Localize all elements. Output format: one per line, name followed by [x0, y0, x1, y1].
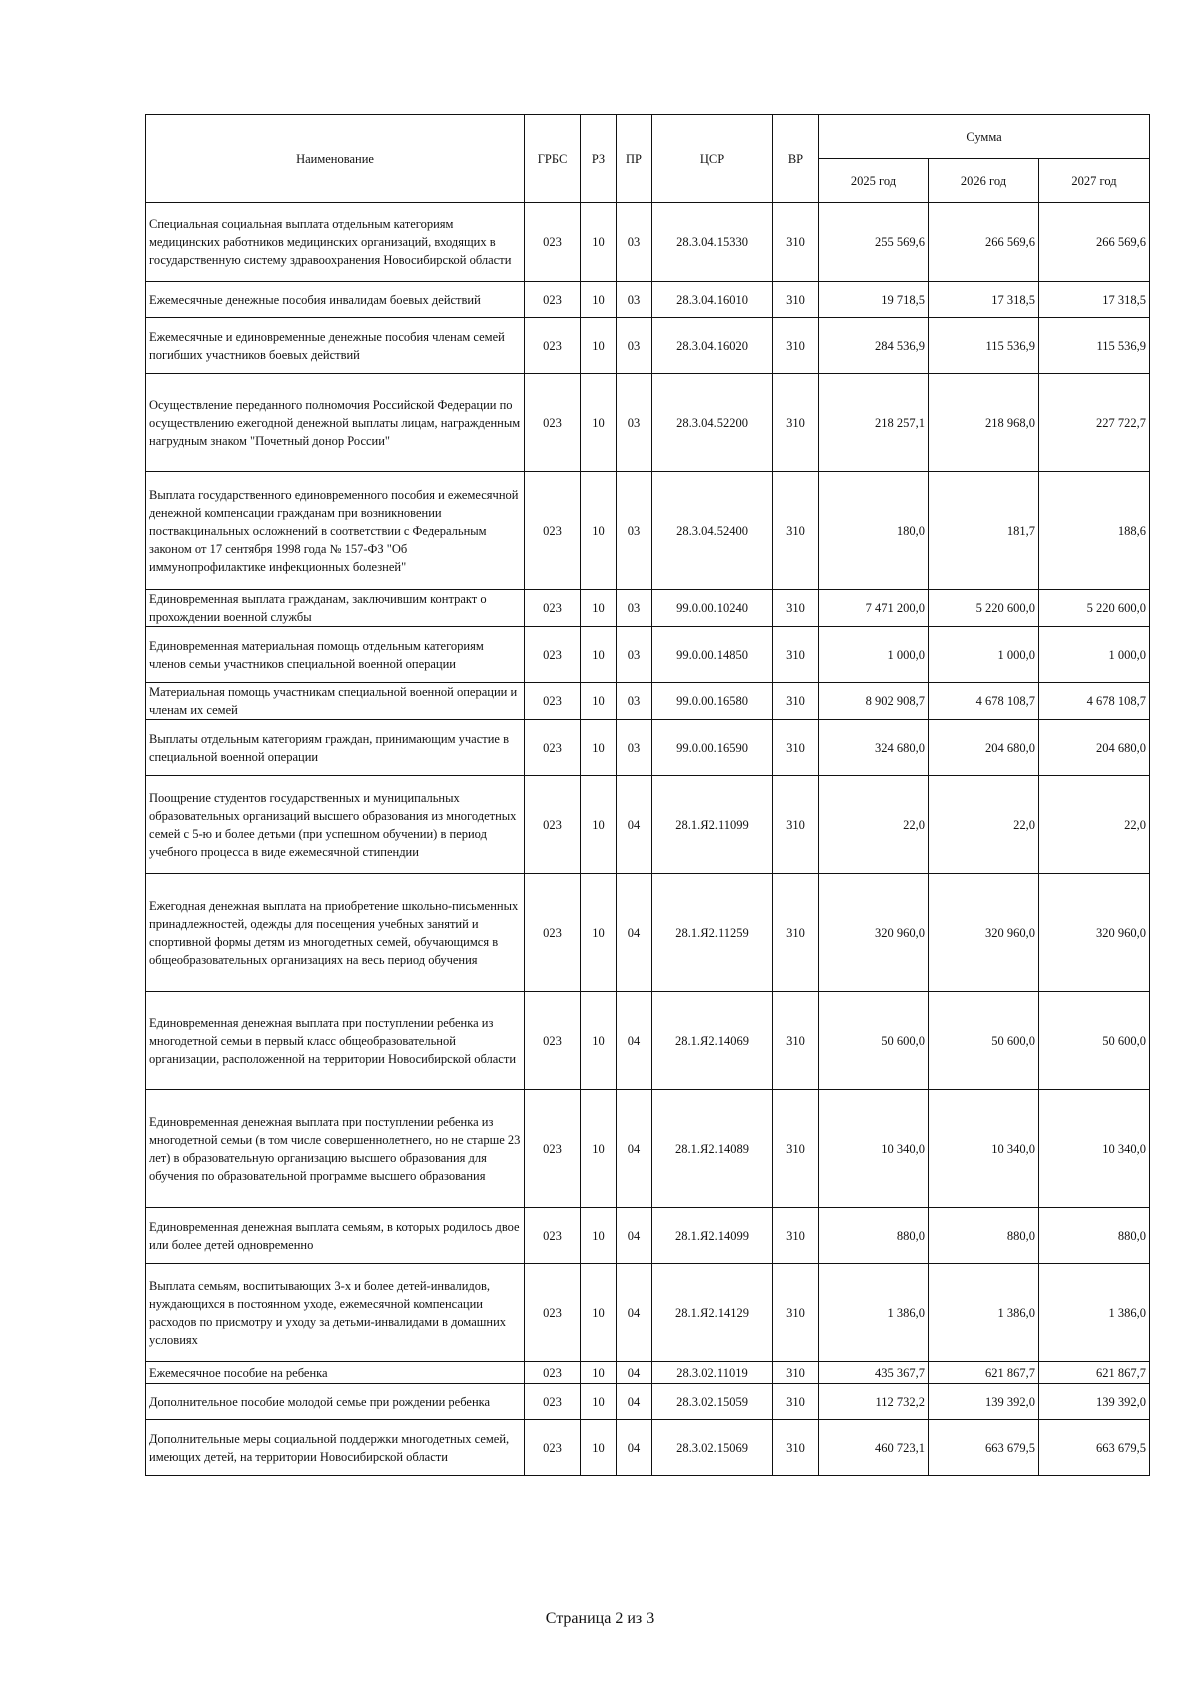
row-csr: 28.1.Я2.11099: [652, 776, 773, 874]
row-rz: 10: [581, 720, 617, 776]
row-value-2025: 460 723,1: [819, 1420, 929, 1476]
row-csr: 99.0.00.10240: [652, 590, 773, 627]
row-rz: 10: [581, 992, 617, 1090]
row-vr: 310: [773, 1384, 819, 1420]
table-row: [146, 472, 1150, 590]
row-value-2025: 10 340,0: [819, 1090, 929, 1208]
row-value-2027: 1 386,0: [1039, 1264, 1150, 1362]
header-csr: ЦСР: [652, 115, 773, 203]
row-pr: 04: [617, 1384, 652, 1420]
row-name: Единовременная денежная выплата семьям, в которых родилось двое или более детей одновременно: [146, 1208, 525, 1264]
row-name: Ежемесячное пособие на ребенка: [146, 1362, 525, 1384]
row-rz: 10: [581, 1420, 617, 1476]
header-rz: РЗ: [581, 115, 617, 203]
row-value-2026: 50 600,0: [929, 992, 1039, 1090]
table-row: [146, 874, 1150, 992]
row-value-2026: 266 569,6: [929, 203, 1039, 282]
row-csr: 28.3.04.16020: [652, 318, 773, 374]
row-value-2027: 204 680,0: [1039, 720, 1150, 776]
row-name: Материальная помощь участникам специальной военной операции и членам их семей: [146, 683, 525, 720]
table-row: [146, 720, 1150, 776]
row-rz: 10: [581, 1264, 617, 1362]
row-grbs: 023: [525, 720, 581, 776]
row-name: Выплата государственного единовременного пособия и ежемесячной денежной компенсации гражданам при возникновении поствакцинальных осложнений в соответствии с Федеральным законом от 17 сентября 1998 года № 157-ФЗ "Об иммунопрофилактике инфекционных болезней": [146, 472, 525, 590]
row-grbs: 023: [525, 874, 581, 992]
row-value-2025: 435 367,7: [819, 1362, 929, 1384]
table-row: [146, 318, 1150, 374]
row-rz: 10: [581, 776, 617, 874]
row-pr: 04: [617, 1208, 652, 1264]
table-row: [146, 627, 1150, 683]
row-pr: 04: [617, 1090, 652, 1208]
row-value-2025: 8 902 908,7: [819, 683, 929, 720]
row-grbs: 023: [525, 992, 581, 1090]
row-value-2025: 218 257,1: [819, 374, 929, 472]
row-value-2026: 4 678 108,7: [929, 683, 1039, 720]
row-pr: 04: [617, 776, 652, 874]
row-value-2025: 19 718,5: [819, 282, 929, 318]
row-name: Выплаты отдельным категориям граждан, принимающим участие в специальной военной операции: [146, 720, 525, 776]
row-value-2025: 50 600,0: [819, 992, 929, 1090]
row-pr: 03: [617, 590, 652, 627]
table-body: [146, 203, 1150, 1476]
table-row: [146, 374, 1150, 472]
table-row: [146, 1384, 1150, 1420]
row-pr: 03: [617, 627, 652, 683]
table-row: [146, 203, 1150, 282]
row-rz: 10: [581, 1384, 617, 1420]
header-sum: Сумма: [819, 115, 1150, 159]
table-row: [146, 1362, 1150, 1384]
row-value-2025: 180,0: [819, 472, 929, 590]
row-value-2025: 1 000,0: [819, 627, 929, 683]
row-csr: 99.0.00.16580: [652, 683, 773, 720]
row-vr: 310: [773, 992, 819, 1090]
table-row: [146, 992, 1150, 1090]
row-rz: 10: [581, 472, 617, 590]
row-name: Ежегодная денежная выплата на приобретение школьно-письменных принадлежностей, одежды для посещения учебных занятий и спортивной формы детям из многодетных семей, обучающимся в общеобразовательных организациях на весь период обучения: [146, 874, 525, 992]
table-row: [146, 1090, 1150, 1208]
row-value-2025: 7 471 200,0: [819, 590, 929, 627]
row-value-2027: 17 318,5: [1039, 282, 1150, 318]
row-name: Выплата семьям, воспитывающих 3-х и более детей-инвалидов, нуждающихся в постоянном уходе, ежемесячной компенсации расходов по присмотру и уходу за детьми-инвалидами в домашних условиях: [146, 1264, 525, 1362]
row-value-2026: 17 318,5: [929, 282, 1039, 318]
row-pr: 03: [617, 683, 652, 720]
row-grbs: 023: [525, 1420, 581, 1476]
row-value-2027: 115 536,9: [1039, 318, 1150, 374]
header-grbs: ГРБС: [525, 115, 581, 203]
row-value-2026: 5 220 600,0: [929, 590, 1039, 627]
row-grbs: 023: [525, 1264, 581, 1362]
row-value-2025: 284 536,9: [819, 318, 929, 374]
row-pr: 04: [617, 874, 652, 992]
header-pr: ПР: [617, 115, 652, 203]
row-value-2027: 22,0: [1039, 776, 1150, 874]
row-name: Единовременная материальная помощь отдельным категориям членов семьи участников специальной военной операции: [146, 627, 525, 683]
row-csr: 28.1.Я2.14089: [652, 1090, 773, 1208]
row-value-2027: 188,6: [1039, 472, 1150, 590]
row-csr: 28.3.04.52200: [652, 374, 773, 472]
row-vr: 310: [773, 874, 819, 992]
row-vr: 310: [773, 203, 819, 282]
row-vr: 310: [773, 282, 819, 318]
row-rz: 10: [581, 590, 617, 627]
row-rz: 10: [581, 318, 617, 374]
row-value-2026: 139 392,0: [929, 1384, 1039, 1420]
header-year-2027: 2027 год: [1039, 159, 1150, 203]
row-vr: 310: [773, 627, 819, 683]
row-name: Единовременная денежная выплата при поступлении ребенка из многодетной семьи в первый класс общеобразовательной организации, расположенной на территории Новосибирской области: [146, 992, 525, 1090]
row-rz: 10: [581, 203, 617, 282]
row-pr: 03: [617, 472, 652, 590]
row-name: Специальная социальная выплата отдельным категориям медицинских работников медицинских организаций, входящих в государственную систему здравоохранения Новосибирской области: [146, 203, 525, 282]
row-rz: 10: [581, 374, 617, 472]
row-value-2027: 10 340,0: [1039, 1090, 1150, 1208]
row-pr: 03: [617, 282, 652, 318]
row-vr: 310: [773, 1264, 819, 1362]
row-vr: 310: [773, 472, 819, 590]
row-pr: 04: [617, 1420, 652, 1476]
header-name: Наименование: [146, 115, 525, 203]
row-csr: 28.1.Я2.14069: [652, 992, 773, 1090]
row-vr: 310: [773, 318, 819, 374]
row-rz: 10: [581, 282, 617, 318]
row-name: Единовременная денежная выплата при поступлении ребенка из многодетной семьи (в том числе совершеннолетнего, но не старше 23 лет) в образовательную организацию высшего образования для обучения по образовательной программе высшего образования: [146, 1090, 525, 1208]
row-value-2026: 880,0: [929, 1208, 1039, 1264]
row-pr: 04: [617, 1264, 652, 1362]
row-value-2025: 112 732,2: [819, 1384, 929, 1420]
row-rz: 10: [581, 1362, 617, 1384]
header-year-2025: 2025 год: [819, 159, 929, 203]
header-year-2026: 2026 год: [929, 159, 1039, 203]
row-value-2027: 50 600,0: [1039, 992, 1150, 1090]
row-name: Поощрение студентов государственных и муниципальных образовательных организаций высшего образования из многодетных семей с 5-ю и более детьми (при успешном обучении) в период учебного процесса в виде ежемесячной стипендии: [146, 776, 525, 874]
row-pr: 03: [617, 720, 652, 776]
table-row: [146, 590, 1150, 627]
row-value-2027: 621 867,7: [1039, 1362, 1150, 1384]
row-vr: 310: [773, 683, 819, 720]
row-value-2025: 22,0: [819, 776, 929, 874]
row-value-2027: 1 000,0: [1039, 627, 1150, 683]
row-csr: 99.0.00.16590: [652, 720, 773, 776]
row-name: Дополнительные меры социальной поддержки многодетных семей, имеющих детей, на территории Новосибирской области: [146, 1420, 525, 1476]
row-rz: 10: [581, 874, 617, 992]
row-name: Ежемесячные денежные пособия инвалидам боевых действий: [146, 282, 525, 318]
row-rz: 10: [581, 627, 617, 683]
row-csr: 28.3.02.15059: [652, 1384, 773, 1420]
row-value-2027: 5 220 600,0: [1039, 590, 1150, 627]
row-csr: 28.1.Я2.14129: [652, 1264, 773, 1362]
table-header: [146, 115, 1150, 203]
row-value-2026: 115 536,9: [929, 318, 1039, 374]
row-value-2025: 1 386,0: [819, 1264, 929, 1362]
table-row: [146, 282, 1150, 318]
row-value-2026: 1 000,0: [929, 627, 1039, 683]
row-vr: 310: [773, 776, 819, 874]
row-csr: 28.1.Я2.14099: [652, 1208, 773, 1264]
row-pr: 04: [617, 992, 652, 1090]
table-row: [146, 683, 1150, 720]
header-vr: ВР: [773, 115, 819, 203]
row-value-2025: 255 569,6: [819, 203, 929, 282]
row-name: Осуществление переданного полномочия Российской Федерации по осуществлению ежегодной денежной выплаты лицам, награжденным нагрудным знаком "Почетный донор России": [146, 374, 525, 472]
row-grbs: 023: [525, 318, 581, 374]
row-csr: 28.3.02.15069: [652, 1420, 773, 1476]
row-value-2027: 663 679,5: [1039, 1420, 1150, 1476]
row-value-2026: 22,0: [929, 776, 1039, 874]
row-grbs: 023: [525, 1090, 581, 1208]
budget-table: [145, 114, 1150, 1476]
row-grbs: 023: [525, 683, 581, 720]
row-vr: 310: [773, 1090, 819, 1208]
row-vr: 310: [773, 720, 819, 776]
row-name: Дополнительное пособие молодой семье при рождении ребенка: [146, 1384, 525, 1420]
row-vr: 310: [773, 590, 819, 627]
row-grbs: 023: [525, 627, 581, 683]
row-vr: 310: [773, 1208, 819, 1264]
row-csr: 28.3.04.52400: [652, 472, 773, 590]
row-grbs: 023: [525, 776, 581, 874]
row-value-2026: 621 867,7: [929, 1362, 1039, 1384]
table-row: [146, 1264, 1150, 1362]
table-row: [146, 1208, 1150, 1264]
row-value-2025: 320 960,0: [819, 874, 929, 992]
row-value-2025: 880,0: [819, 1208, 929, 1264]
row-grbs: 023: [525, 590, 581, 627]
row-pr: 04: [617, 1362, 652, 1384]
row-grbs: 023: [525, 282, 581, 318]
row-grbs: 023: [525, 472, 581, 590]
row-value-2026: 204 680,0: [929, 720, 1039, 776]
row-value-2027: 320 960,0: [1039, 874, 1150, 992]
row-name: Ежемесячные и единовременные денежные пособия членам семей погибших участников боевых действий: [146, 318, 525, 374]
row-grbs: 023: [525, 203, 581, 282]
row-value-2026: 218 968,0: [929, 374, 1039, 472]
row-vr: 310: [773, 1362, 819, 1384]
row-grbs: 023: [525, 374, 581, 472]
row-value-2027: 139 392,0: [1039, 1384, 1150, 1420]
row-grbs: 023: [525, 1362, 581, 1384]
table-row: [146, 1420, 1150, 1476]
row-csr: 28.1.Я2.11259: [652, 874, 773, 992]
row-csr: 28.3.02.11019: [652, 1362, 773, 1384]
row-value-2027: 227 722,7: [1039, 374, 1150, 472]
row-rz: 10: [581, 683, 617, 720]
row-grbs: 023: [525, 1208, 581, 1264]
row-vr: 310: [773, 374, 819, 472]
row-pr: 03: [617, 374, 652, 472]
row-csr: 28.3.04.16010: [652, 282, 773, 318]
row-value-2026: 1 386,0: [929, 1264, 1039, 1362]
row-value-2026: 181,7: [929, 472, 1039, 590]
row-value-2026: 320 960,0: [929, 874, 1039, 992]
table-row: [146, 776, 1150, 874]
row-rz: 10: [581, 1208, 617, 1264]
row-value-2026: 10 340,0: [929, 1090, 1039, 1208]
row-vr: 310: [773, 1420, 819, 1476]
row-name: Единовременная выплата гражданам, заключившим контракт о прохождении военной службы: [146, 590, 525, 627]
row-pr: 03: [617, 203, 652, 282]
row-value-2026: 663 679,5: [929, 1420, 1039, 1476]
row-csr: 28.3.04.15330: [652, 203, 773, 282]
page-number: Страница 2 из 3: [545, 1610, 655, 1627]
row-csr: 99.0.00.14850: [652, 627, 773, 683]
row-pr: 03: [617, 318, 652, 374]
row-value-2025: 324 680,0: [819, 720, 929, 776]
row-value-2027: 4 678 108,7: [1039, 683, 1150, 720]
row-rz: 10: [581, 1090, 617, 1208]
row-value-2027: 266 569,6: [1039, 203, 1150, 282]
row-value-2027: 880,0: [1039, 1208, 1150, 1264]
row-grbs: 023: [525, 1384, 581, 1420]
